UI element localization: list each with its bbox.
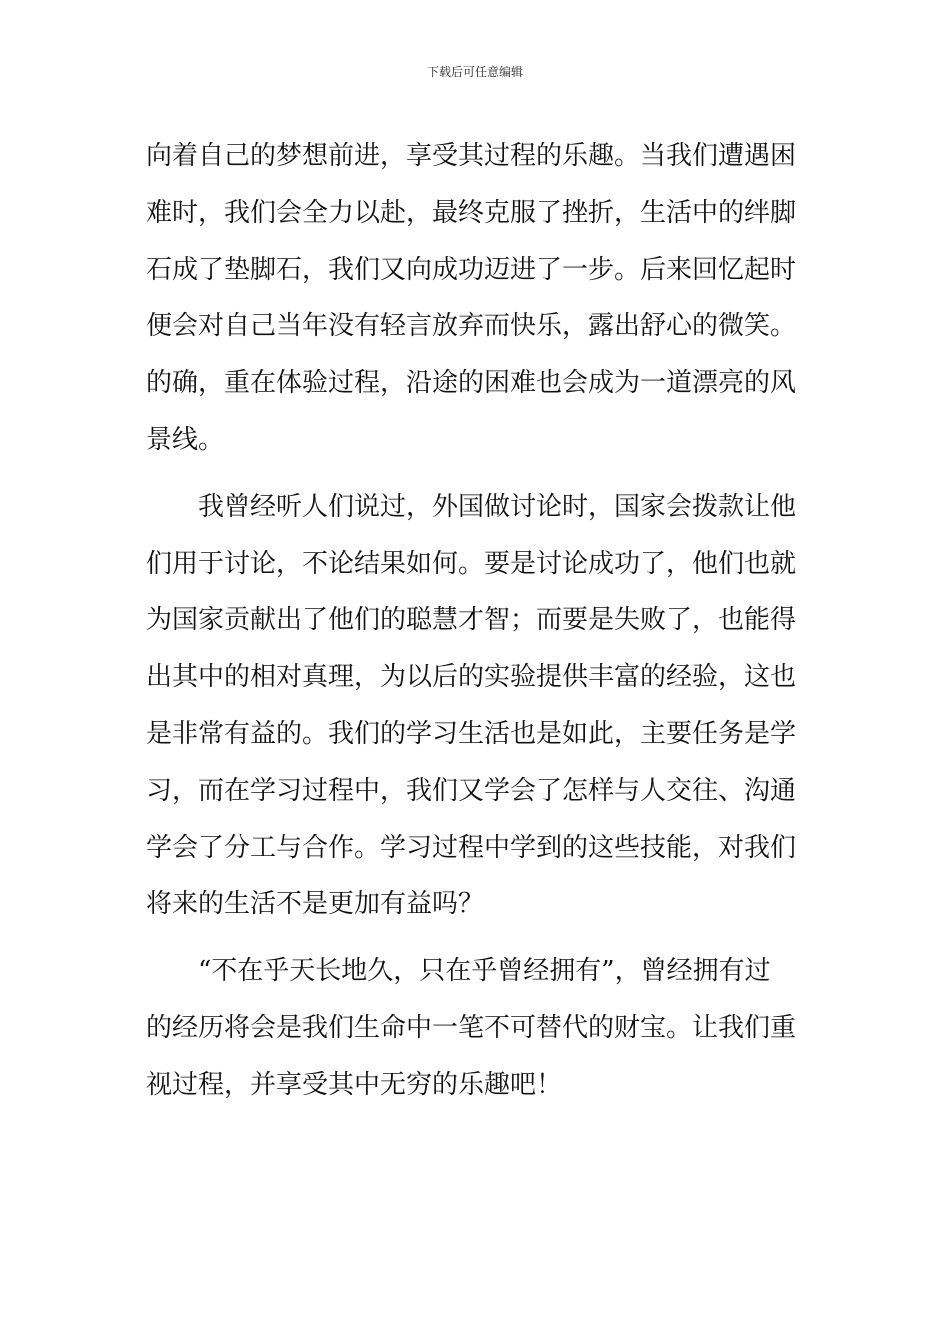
text-line: 为国家贡献出了他们的聪慧才智；而要是失败了，也能得: [146, 605, 797, 636]
paragraph-gap: [146, 469, 808, 479]
text-line: “不在乎天长地久，只在乎曾经拥有”，曾经拥有过: [198, 956, 771, 987]
paragraph-1: [146, 128, 808, 469]
page-header: 下载后可任意编辑: [426, 65, 523, 79]
text-line: 难时，我们会全力以赴，最终克服了挫折，生活中的绊脚: [146, 197, 797, 228]
text-line: 视过程，并享受其中无穷的乐趣吧！: [146, 1069, 563, 1100]
text-line: 们用于讨论，不论结果如何。要是讨论成功了，他们也就: [146, 548, 797, 579]
text-line: 的经历将会是我们生命中一笔不可替代的财宝。让我们重: [146, 1012, 797, 1043]
text-line: 景线。: [146, 424, 225, 455]
body-text: [146, 128, 808, 1114]
text-line: 的确，重在体验过程，沿途的困难也会成为一道漂亮的风: [146, 368, 797, 399]
text-line: 石成了垫脚石，我们又向成功迈进了一步。后来回忆起时: [146, 254, 797, 285]
paragraph-gap: [146, 933, 808, 943]
text-line: 将来的生活不是更加有益吗？: [146, 889, 485, 920]
text-line: 向着自己的梦想前进，享受其过程的乐趣。当我们遭遇困: [146, 141, 797, 171]
text-line: 我曾经听人们说过，外国做讨论时，国家会拨款让他: [198, 491, 797, 522]
text-line: 是非常有益的。我们的学习生活也是如此，主要任务是学: [146, 718, 797, 749]
text-line: 习，而在学习过程中，我们又学会了怎样与人交往、沟通: [146, 775, 797, 806]
text-line: 出其中的相对真理，为以后的实验提供丰富的经验，这也: [146, 662, 797, 693]
paragraph-2: [146, 479, 808, 933]
text-line: 便会对自己当年没有轻言放弃而快乐，露出舒心的微笑。: [146, 311, 797, 342]
text-line: 学会了分工与合作。学习过程中学到的这些技能，对我们: [146, 832, 797, 863]
paragraph-3: [146, 943, 808, 1113]
